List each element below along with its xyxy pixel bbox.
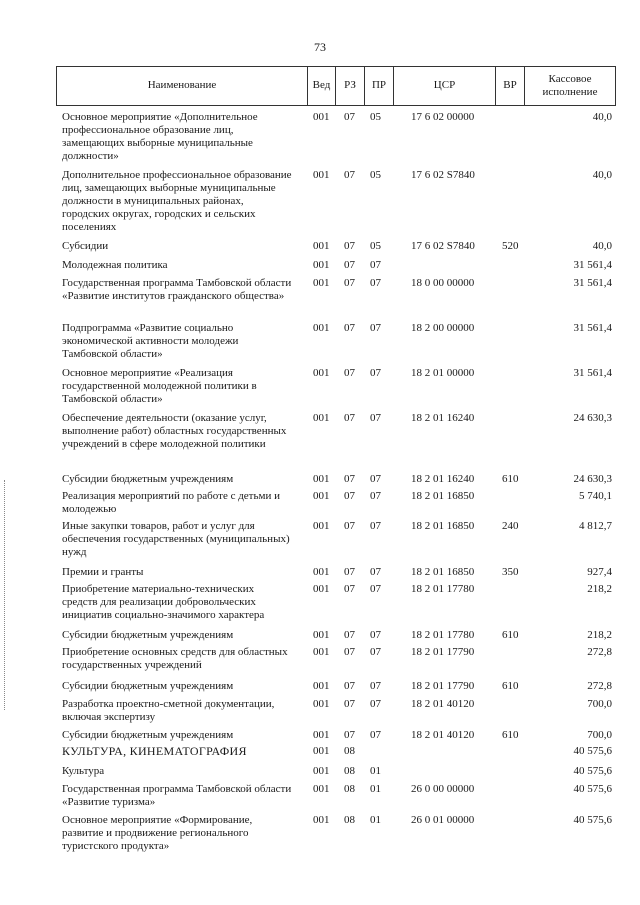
row-ved: 001 [313,520,330,532]
row-rz: 08 [344,814,355,826]
row-ved: 001 [313,765,330,777]
row-vr: 520 [502,240,519,252]
row-rz: 07 [344,277,355,289]
row-name: Дополнительное профессиональное образование лиц, замещающих выборные муниципальные должности в муниципальных районах, городских округах, городских и сельских поселениях [62,169,292,233]
row-ved: 001 [313,240,330,252]
row-rz: 08 [344,745,355,757]
row-rz: 07 [344,367,355,379]
row-amount: 700,0 [587,729,612,741]
row-pr: 07 [370,412,381,424]
row-amount: 40 575,6 [573,783,612,795]
row-ved: 001 [313,783,330,795]
row-ved: 001 [313,629,330,641]
row-name: Субсидии бюджетным учреждениям [62,473,234,485]
row-rz: 07 [344,520,355,532]
header-csr: ЦСР [394,67,496,105]
row-pr: 01 [370,814,381,826]
row-csr: 18 2 01 16850 [411,566,475,578]
row-ved: 001 [313,680,330,692]
row-ved: 001 [313,729,330,741]
row-rz: 07 [344,698,355,710]
row-pr: 07 [370,520,381,532]
row-csr: 18 2 00 00000 [411,322,475,334]
row-amount: 218,2 [587,583,612,595]
row-name: Основное мероприятие «Формирование, развитие и продвижение регионального туристского продукта» [62,814,253,852]
row-pr: 05 [370,240,381,252]
row-pr: 07 [370,566,381,578]
row-rz: 07 [344,490,355,502]
row-name: Культура [62,765,105,777]
row-ved: 001 [313,322,330,334]
row-rz: 07 [344,259,355,271]
row-amount: 40,0 [592,169,612,181]
row-rz: 07 [344,646,355,658]
row-rz: 07 [344,473,355,485]
row-rz: 08 [344,765,355,777]
row-vr: 610 [502,629,519,641]
row-name: Субсидии бюджетным учреждениям [62,680,234,692]
row-amount: 40 575,6 [573,814,612,826]
row-rz: 07 [344,583,355,595]
row-name: Основное мероприятие «Реализация государственной молодежной политики в Тамбовской области» [62,367,257,405]
row-ved: 001 [313,814,330,826]
header-pr: ПР [365,67,394,105]
row-name: Приобретение материально-технических средств для реализации добровольческих инициатив социально-значимого характера [62,583,265,621]
row-vr: 610 [502,680,519,692]
row-name: Приобретение основных средств для областных государственных учреждений [62,646,288,671]
row-pr: 07 [370,322,381,334]
row-ved: 001 [313,412,330,424]
row-ved: 001 [313,473,330,485]
row-amount: 272,8 [587,680,612,692]
row-amount: 31 561,4 [573,277,612,289]
row-ved: 001 [313,490,330,502]
row-rz: 07 [344,566,355,578]
row-name: Государственная программа Тамбовской области «Развитие туризма» [62,783,292,808]
row-rz: 07 [344,629,355,641]
page-number: 73 [314,40,326,54]
row-pr: 05 [370,111,381,123]
table-header [56,66,616,106]
row-csr: 17 6 02 S7840 [411,240,475,252]
row-csr: 17 6 02 S7840 [411,169,475,181]
row-name: Основное мероприятие «Дополнительное профессиональное образование лиц, замещающих выборные муниципальные должности» [62,111,258,162]
row-pr: 05 [370,169,381,181]
row-pr: 01 [370,765,381,777]
row-pr: 07 [370,277,381,289]
row-amount: 5 740,1 [579,490,612,502]
row-name: Иные закупки товаров, работ и услуг для обеспечения государственных (муниципальных) нужд [62,520,290,558]
row-csr: 18 2 01 16240 [411,473,475,485]
row-csr: 17 6 02 00000 [411,111,475,123]
header-ved: Вед [308,67,336,105]
row-amount: 40,0 [592,111,612,123]
row-csr: 18 2 01 17790 [411,646,475,658]
row-csr: 18 2 01 17780 [411,583,475,595]
row-pr: 07 [370,629,381,641]
row-amount: 24 630,3 [573,412,612,424]
row-csr: 18 2 01 00000 [411,367,475,379]
row-pr: 07 [370,680,381,692]
row-csr: 18 2 01 16850 [411,520,475,532]
row-name: КУЛЬТУРА, КИНЕМАТОГРАФИЯ [62,744,247,758]
row-ved: 001 [313,745,330,757]
row-csr: 18 2 01 16850 [411,490,475,502]
row-rz: 07 [344,322,355,334]
row-amount: 927,4 [587,566,612,578]
row-amount: 272,8 [587,646,612,658]
row-ved: 001 [313,259,330,271]
row-vr: 610 [502,729,519,741]
row-amount: 700,0 [587,698,612,710]
row-amount: 40 575,6 [573,745,612,757]
row-name: Государственная программа Тамбовской области «Развитие институтов гражданского общества» [62,277,292,302]
row-name: Субсидии бюджетным учреждениям [62,629,234,641]
row-ved: 001 [313,111,330,123]
header-rz: РЗ [336,67,365,105]
row-amount: 31 561,4 [573,367,612,379]
row-csr: 26 0 00 00000 [411,783,475,795]
row-csr: 18 2 01 17790 [411,680,475,692]
row-name: Премии и гранты [62,566,144,578]
row-csr: 18 2 01 40120 [411,729,475,741]
row-vr: 240 [502,520,519,532]
row-pr: 01 [370,783,381,795]
row-csr: 18 0 00 00000 [411,277,475,289]
row-pr: 07 [370,473,381,485]
row-vr: 610 [502,473,519,485]
row-ved: 001 [313,583,330,595]
row-csr: 18 2 01 40120 [411,698,475,710]
header-vr: ВР [496,67,525,105]
header-cash: Кассовое исполнение [542,72,598,98]
row-ved: 001 [313,169,330,181]
header-name: Наименование [57,67,308,105]
row-rz: 07 [344,412,355,424]
row-name: Молодежная политика [62,259,168,271]
row-ved: 001 [313,646,330,658]
row-ved: 001 [313,566,330,578]
row-rz: 07 [344,240,355,252]
row-name: Субсидии бюджетным учреждениям [62,729,234,741]
row-amount: 4 812,7 [579,520,612,532]
row-rz: 07 [344,169,355,181]
row-ved: 001 [313,698,330,710]
row-amount: 31 561,4 [573,322,612,334]
row-csr: 18 2 01 17780 [411,629,475,641]
row-rz: 07 [344,680,355,692]
scan-margin-mark [4,480,7,710]
row-rz: 07 [344,729,355,741]
row-pr: 07 [370,646,381,658]
row-name: Обеспечение деятельности (оказание услуг, выполнение работ) областных государственных учреждений в сфере молодежной политики [62,412,287,450]
row-rz: 07 [344,111,355,123]
row-ved: 001 [313,367,330,379]
row-pr: 07 [370,259,381,271]
row-pr: 07 [370,729,381,741]
row-amount: 31 561,4 [573,259,612,271]
row-pr: 07 [370,698,381,710]
row-csr: 26 0 01 00000 [411,814,475,826]
row-amount: 40,0 [592,240,612,252]
row-csr: 18 2 01 16240 [411,412,475,424]
row-amount: 218,2 [587,629,612,641]
row-name: Разработка проектно-сметной документации, включая экспертизу [62,698,275,723]
row-vr: 350 [502,566,519,578]
row-pr: 07 [370,583,381,595]
row-name: Реализация мероприятий по работе с детьми и молодежью [62,490,280,515]
row-pr: 07 [370,490,381,502]
row-rz: 08 [344,783,355,795]
row-amount: 24 630,3 [573,473,612,485]
row-ved: 001 [313,277,330,289]
row-pr: 07 [370,367,381,379]
row-name: Субсидии [62,240,109,252]
row-amount: 40 575,6 [573,765,612,777]
row-name: Подпрограмма «Развитие социально экономической активности молодежи Тамбовской области» [62,322,239,360]
